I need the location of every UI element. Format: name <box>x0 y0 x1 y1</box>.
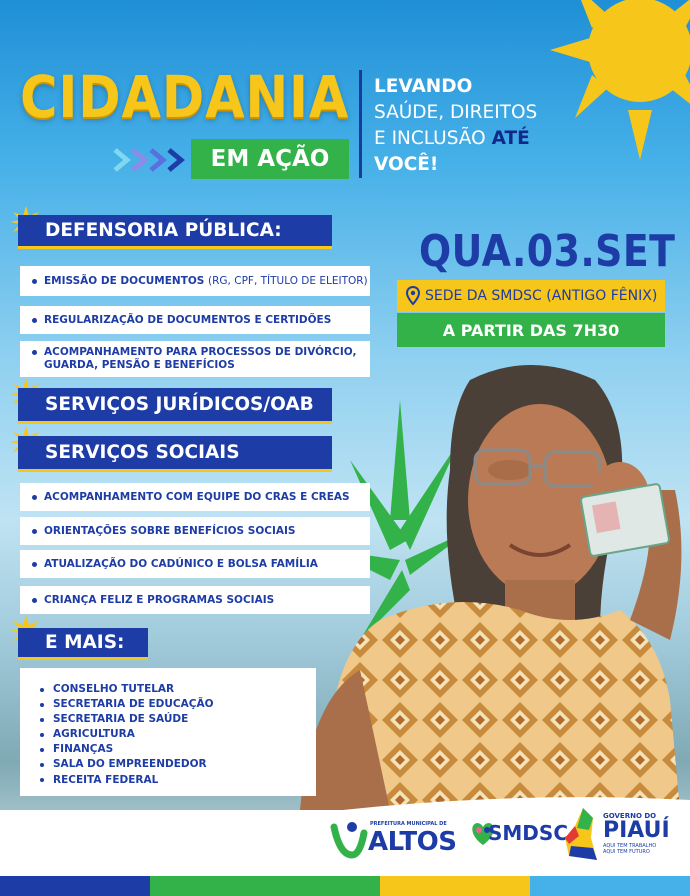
list-item: SECRETARIA DE SAÚDE <box>40 712 316 727</box>
list-item: ACOMPANHAMENTO COM EQUIPE DO CRAS E CREAS <box>20 483 370 511</box>
bullet-icon <box>32 529 37 534</box>
tagline-line2: SAÚDE, DIREITOS <box>374 102 538 123</box>
section-sociais-title: SERVIÇOS SOCIAIS <box>18 436 332 472</box>
list-item: CONSELHO TUTELAR <box>40 682 316 697</box>
poster-title: CIDADANIA <box>20 63 350 131</box>
tagline-line4: VOCÊ! <box>374 154 439 175</box>
piaui-logo <box>563 806 673 862</box>
em-acao-badge: EM AÇÃO <box>191 139 349 179</box>
location-text: SEDE DA SMDSC (ANTIGO FÊNIX) <box>425 288 658 304</box>
bullet-icon <box>32 318 37 323</box>
altos-logo <box>330 815 460 863</box>
footer-stripe-blue <box>0 876 150 896</box>
tagline <box>374 74 537 178</box>
bullet-icon <box>32 495 37 500</box>
list-item: SALA DO EMPREENDEDOR <box>40 757 316 772</box>
altos-small-text: PREFEITURA MUNICIPAL DE <box>370 821 447 827</box>
smdsc-logo <box>468 812 568 862</box>
list-item: CRIANÇA FELIZ E PROGRAMAS SOCIAIS <box>20 586 370 614</box>
list-item: AGRICULTURA <box>40 727 316 742</box>
piaui-sub2: AQUI TEM FUTURO <box>603 849 650 855</box>
list-item: EMISSÃO DE DOCUMENTOS (RG, CPF, TÍTULO DE ELEITOR) <box>20 266 370 296</box>
list-item: RECEITA FEDERAL <box>40 773 316 788</box>
footer-stripe-yellow <box>380 876 530 896</box>
tagline-line3: E INCLUSÃO <box>374 128 486 149</box>
list-item: REGULARIZAÇÃO DE DOCUMENTOS E CERTIDÕES <box>20 306 370 334</box>
footer-stripe-green <box>150 876 380 896</box>
list-item: ATUALIZAÇÃO DO CADÚNICO E BOLSA FAMÍLIA <box>20 550 370 578</box>
event-time: A PARTIR DAS 7H30 <box>397 313 665 347</box>
piaui-map-icon <box>563 808 599 862</box>
section-defensoria-title: DEFENSORIA PÚBLICA: <box>18 215 332 249</box>
piaui-sub1: AQUI TEM TRABALHO <box>603 843 657 849</box>
list-item: ORIENTAÇÕES SOBRE BENEFÍCIOS SOCIAIS <box>20 517 370 545</box>
tagline-line3-bold: ATÉ <box>491 128 530 149</box>
section-mais-title: E MAIS: <box>18 628 148 660</box>
location-pin-icon <box>405 286 421 306</box>
piaui-top-text: GOVERNO DO <box>603 812 657 820</box>
list-item: SECRETARIA DE EDUCAÇÃO <box>40 697 316 712</box>
bullet-icon <box>32 350 37 355</box>
event-date: QUA.03.SET <box>419 226 676 277</box>
sun-graphic <box>530 0 690 160</box>
list-item: ACOMPANHAMENTO PARA PROCESSOS DE DIVÓRCIO, GUARDA, PENSÃO E BENEFÍCIOS <box>20 341 370 377</box>
arrows-icon <box>113 146 187 174</box>
divider <box>359 70 362 178</box>
smdsc-text: SMDSC <box>488 821 568 845</box>
bullet-icon <box>32 598 37 603</box>
bullet-icon <box>32 562 37 567</box>
list-item: FINANÇAS <box>40 742 316 757</box>
tagline-line1: LEVANDO <box>374 76 473 97</box>
section-juridicos-title: SERVIÇOS JURÍDICOS/OAB <box>18 388 332 424</box>
event-location <box>397 280 665 312</box>
piaui-text: PIAUÍ <box>603 818 670 843</box>
bullet-icon <box>32 279 37 284</box>
altos-text: ALTOS <box>368 827 457 857</box>
footer-stripe-sky <box>530 876 690 896</box>
